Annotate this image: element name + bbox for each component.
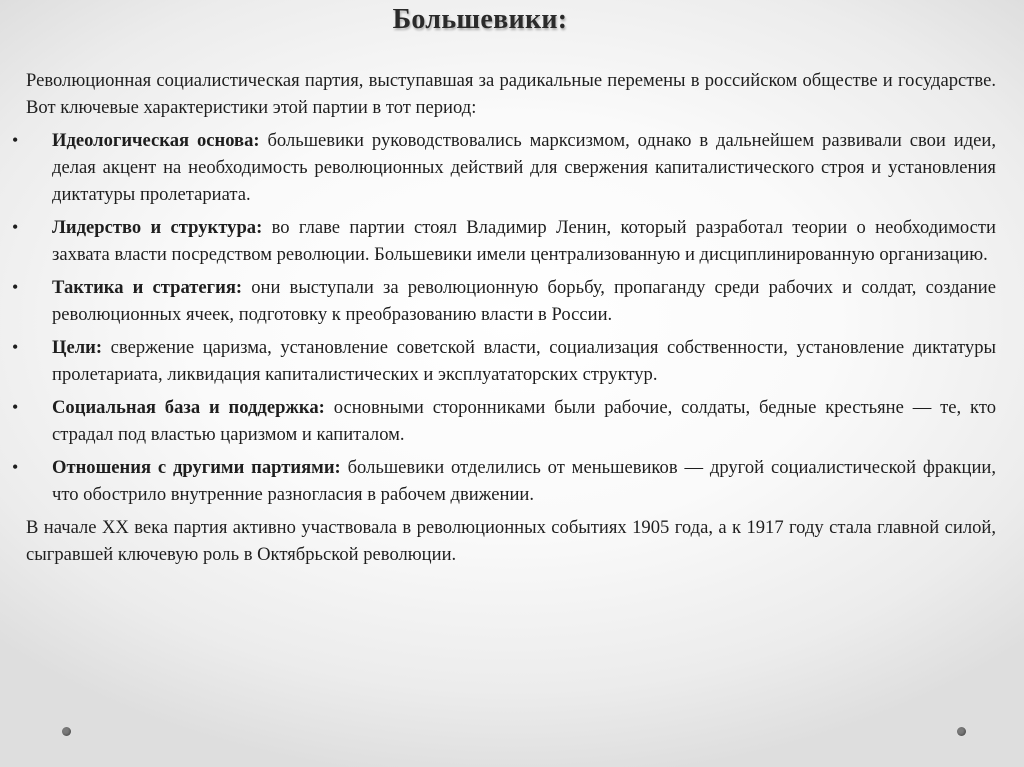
- bullet-icon: •: [12, 337, 19, 357]
- slide-body: [12, 67, 997, 568]
- item-term: Социальная база и поддержка:: [52, 397, 325, 418]
- bullet-icon: •: [12, 217, 19, 237]
- characteristics-list: [12, 127, 997, 508]
- outro-paragraph: В начале XX века партия активно участвовала в революционных событиях 1905 года, а к 1917 году стала главной силой, сыгравшей ключевую роль в Октябрьской революции.: [26, 517, 996, 565]
- item-term: Отношения с другими партиями:: [52, 457, 341, 478]
- item-text: основными сторонниками были рабочие, солдаты, бедные крестьяне — те, кто страдал под властью царизмом и капиталом.: [52, 397, 997, 445]
- list-item-goals: [12, 334, 996, 388]
- bullet-icon: •: [12, 130, 19, 150]
- item-term: Лидерство и структура:: [52, 217, 263, 238]
- item-text: во главе партии стоял Владимир Ленин, который разработал теории о необходимости захвата власти посредством революции. Большевики имели централизованную и дисциплинированную организацию.: [52, 217, 996, 265]
- item-text: большевики руководствовались марксизмом, однако в дальнейшем развивали свои идеи, делая акцент на необходимость революционных действий для свержения капиталистического строя и установления диктатуры пролетариата.: [52, 130, 997, 205]
- list-item-tactics: [12, 274, 996, 328]
- list-item-social-base: [12, 394, 997, 448]
- list-item-relations: [12, 454, 996, 508]
- item-term: Идеологическая основа:: [52, 130, 260, 151]
- bullet-icon: •: [12, 397, 19, 417]
- item-term: Тактика и стратегия:: [52, 277, 243, 298]
- slide-title: Большевики:: [392, 4, 568, 35]
- item-text: свержение царизма, установление советской власти, социализация собственности, установление диктатуры пролетариата, ликвидация капиталистических и эксплуататорских структур.: [52, 337, 996, 385]
- decorative-dot-icon: [62, 727, 71, 736]
- item-text: они выступали за революционную борьбу, пропаганду среди рабочих и солдат, создание революционных ячеек, подготовку к преобразованию власти в России.: [52, 277, 996, 325]
- item-term: Цели:: [52, 337, 103, 358]
- decorative-dot-icon: [957, 727, 966, 736]
- list-item-leadership: [12, 214, 996, 268]
- bullet-icon: •: [12, 457, 19, 477]
- item-text: большевики отделились от меньшевиков — другой социалистической фракции, что обострило внутренние разногласия в рабочем движении.: [52, 457, 996, 505]
- intro-paragraph: Революционная социалистическая партия, выступавшая за радикальные перемены в российском обществе и государстве. Вот ключевые характеристики этой партии в тот период:: [26, 70, 996, 118]
- list-item-ideology: [12, 127, 997, 208]
- bullet-icon: •: [12, 277, 19, 297]
